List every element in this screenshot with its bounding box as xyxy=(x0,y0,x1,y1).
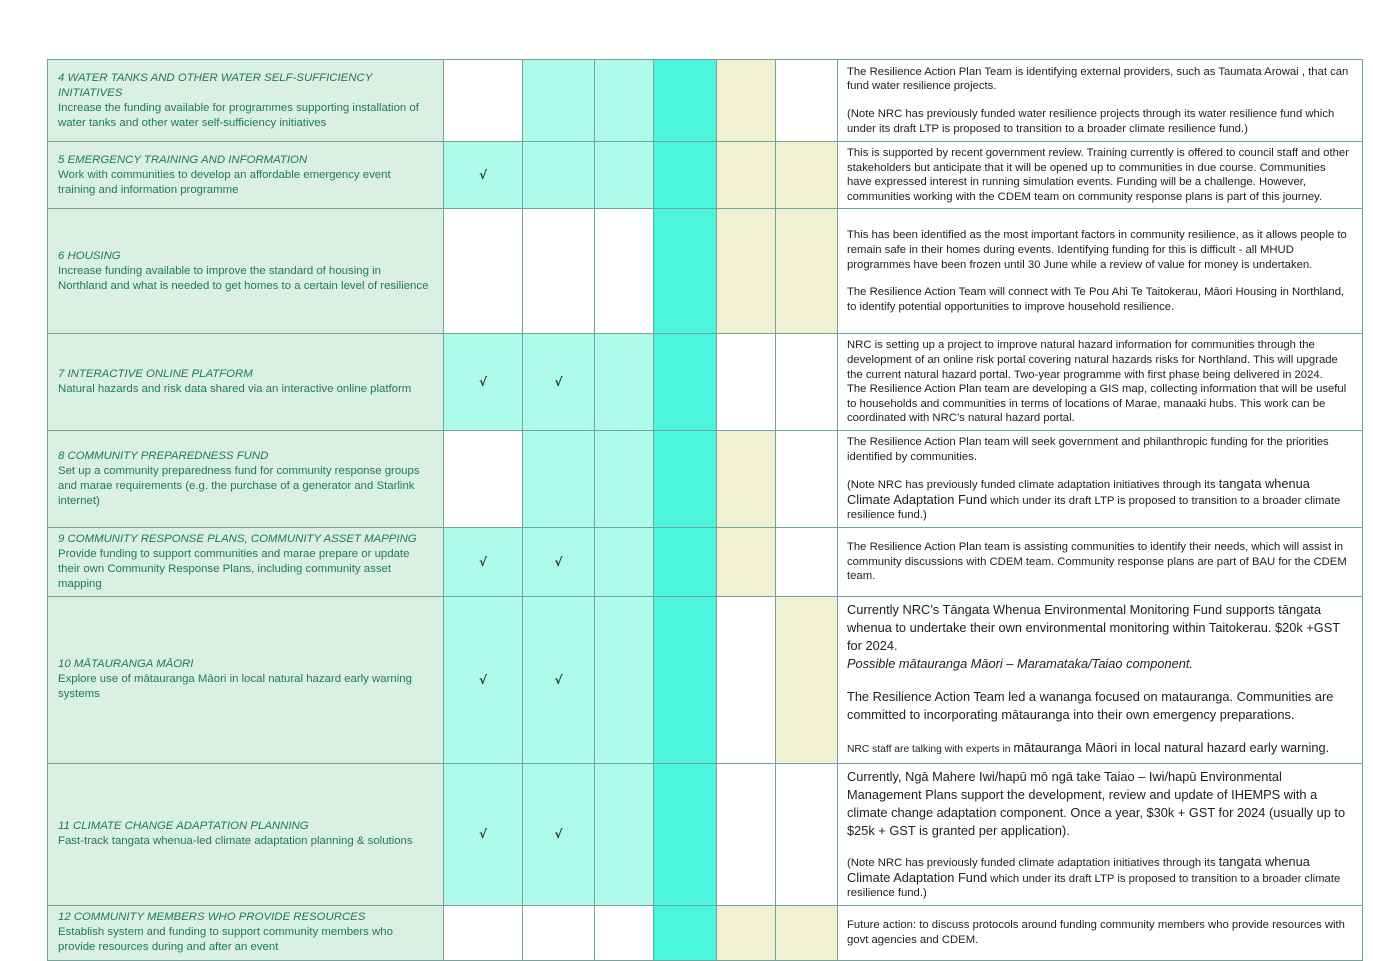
status-cell xyxy=(654,527,717,596)
status-cell xyxy=(717,334,776,431)
notes-cell xyxy=(838,334,1363,431)
status-cell xyxy=(444,209,523,334)
status-cell xyxy=(776,60,838,142)
status-cell xyxy=(776,763,838,905)
notes-cell xyxy=(838,905,1363,960)
note-paragraph: The Resilience Action Plan team will seek government and philanthropic funding for the priorities identified by communities. xyxy=(847,435,1329,463)
action-description: Natural hazards and risk data shared via an interactive online platform xyxy=(58,383,412,396)
checkmark: √ xyxy=(554,827,563,842)
note-paragraph: (Note NRC has previously funded water resilience projects through its water resilience fund which under its draft LTP is proposed to transition to a broader climate resilience fund.) xyxy=(847,108,1335,135)
status-cell xyxy=(595,527,654,596)
status-cell xyxy=(654,209,717,334)
table-row-action-10 xyxy=(48,596,1363,763)
table-row-action-4 xyxy=(48,60,1363,142)
note-paragraph: NRC staff are talking with experts in mātauranga Māori in local natural hazard early warning. xyxy=(847,739,1330,755)
status-cell xyxy=(776,142,838,209)
action-description: Explore use of mātauranga Māori in local natural hazard early warning systems xyxy=(58,673,412,701)
status-cell xyxy=(717,209,776,334)
status-cell xyxy=(444,142,523,209)
status-cell xyxy=(595,334,654,431)
note-paragraph: This has been identified as the most important factors in community resilience, as it allows people to remain safe in their homes during events. Identifying funding for this is difficult - all MHUD programmes have been frozen until 30 June while a review of value for money is undertaken. xyxy=(847,229,1347,271)
action-description: Establish system and funding to support community members who provide resources during and after an event xyxy=(58,926,393,954)
status-cell xyxy=(595,60,654,142)
checkmark: √ xyxy=(478,375,487,390)
note-paragraph: The Resilience Action Plan Team is identifying external providers, such as Taumata Arowai , that can fund water resilience projects. xyxy=(847,65,1349,93)
action-cell xyxy=(48,596,444,763)
action-cell xyxy=(48,430,444,527)
status-cell xyxy=(717,142,776,209)
notes-cell xyxy=(838,142,1363,209)
action-title: 8 COMMUNITY PREPAREDNESS FUND xyxy=(58,449,269,462)
status-cell xyxy=(444,905,523,960)
status-cell xyxy=(595,430,654,527)
status-cell xyxy=(595,763,654,905)
action-cell xyxy=(48,763,444,905)
action-title: 7 INTERACTIVE ONLINE PLATFORM xyxy=(58,368,253,381)
resilience-action-plan-table xyxy=(47,59,1363,961)
notes-cell xyxy=(838,527,1363,596)
table-row-action-5 xyxy=(48,142,1363,209)
action-title: 10 MĀTAURANGA MĀORI xyxy=(58,658,194,671)
document-page xyxy=(47,59,1363,961)
action-cell xyxy=(48,60,444,142)
status-cell xyxy=(444,60,523,142)
action-title: 4 WATER TANKS AND OTHER WATER SELF-SUFFICIENCY INITIATIVES xyxy=(58,71,373,99)
action-description: Fast-track tangata whenua-led climate adaptation planning & solutions xyxy=(58,835,413,848)
status-cell xyxy=(444,334,523,431)
notes-cell xyxy=(838,763,1363,905)
action-description: Set up a community preparedness fund for community response groups and marae requirements (e.g. the purchase of a generator and Starlink internet) xyxy=(58,464,420,507)
table-row-action-7 xyxy=(48,334,1363,431)
table-row-action-8 xyxy=(48,430,1363,527)
note-paragraph: The Resilience Action Team led a wananga focused on matauranga. Communities are committed to incorporating mātauranga into their own emergency preparations. xyxy=(847,688,1334,722)
status-cell xyxy=(523,430,595,527)
status-cell xyxy=(717,905,776,960)
note-paragraph: The Resilience Action Plan team is assisting communities to identify their needs, which will assist in community discussions with CDEM team. Community response plans are part of BAU for the CDEM team. xyxy=(847,541,1347,583)
status-cell xyxy=(776,430,838,527)
checkmark: √ xyxy=(478,554,487,569)
note-paragraph: Currently NRC’s Tāngata Whenua Environmental Monitoring Fund supports tāngata whenua to undertake their own environmental monitoring within Taitokerau. $20k +GST for 2024. xyxy=(847,601,1340,653)
status-cell xyxy=(654,596,717,763)
status-cell xyxy=(444,763,523,905)
action-description: Increase funding available to improve the standard of housing in Northland and what is needed to get homes to a certain level of resilience xyxy=(58,264,429,292)
action-cell xyxy=(48,142,444,209)
status-cell xyxy=(776,209,838,334)
note-paragraph: (Note NRC has previously funded climate adaptation initiatives through its tangata whenua Climate Adaptation Fund which under its draft LTP is proposed to transition to a broader climate resilience fund.) xyxy=(847,853,1341,900)
note-paragraph: Currently, Ngā Mahere Iwi/hapū mō ngā take Taiao – Iwi/hapū Environmental Management Plans support the development, review and update of IHEMPS with a climate change adaptation component. Once a year, $30k + GST for 2024 (usually up to $25k + GST is granted per application). xyxy=(847,768,1346,838)
action-title: 5 EMERGENCY TRAINING AND INFORMATION xyxy=(58,153,308,166)
status-cell xyxy=(595,209,654,334)
status-cell xyxy=(444,527,523,596)
table-row-action-9 xyxy=(48,527,1363,596)
status-cell xyxy=(523,763,595,905)
status-cell xyxy=(717,763,776,905)
status-cell xyxy=(654,60,717,142)
status-cell xyxy=(523,527,595,596)
notes-cell xyxy=(838,430,1363,527)
status-cell xyxy=(776,905,838,960)
status-cell xyxy=(523,905,595,960)
status-cell xyxy=(595,905,654,960)
action-title: 6 HOUSING xyxy=(58,249,121,262)
notes-cell xyxy=(838,596,1363,763)
status-cell xyxy=(523,60,595,142)
action-title: 9 COMMUNITY RESPONSE PLANS, COMMUNITY ASSET MAPPING xyxy=(58,532,417,545)
notes-cell xyxy=(838,60,1363,142)
status-cell xyxy=(654,334,717,431)
action-cell xyxy=(48,527,444,596)
action-cell xyxy=(48,905,444,960)
status-cell xyxy=(654,905,717,960)
status-cell xyxy=(717,60,776,142)
action-description: Provide funding to support communities and marae prepare or update their own Community Response Plans, including community asset mapping xyxy=(58,547,410,590)
checkmark: √ xyxy=(554,554,563,569)
note-paragraph: Future action: to discuss protocols around funding community members who provide resources with govt agencies and CDEM. xyxy=(847,919,1345,946)
checkmark: √ xyxy=(478,672,487,687)
action-title: 12 COMMUNITY MEMBERS WHO PROVIDE RESOURCES xyxy=(58,911,366,924)
checkmark: √ xyxy=(478,168,487,183)
status-cell xyxy=(523,142,595,209)
status-cell xyxy=(654,142,717,209)
status-cell xyxy=(776,334,838,431)
action-description: Work with communities to develop an affordable emergency event training and information programme xyxy=(58,168,391,196)
table-row-action-11 xyxy=(48,763,1363,905)
status-cell xyxy=(717,596,776,763)
status-cell xyxy=(717,430,776,527)
status-cell xyxy=(595,596,654,763)
table-row-action-12 xyxy=(48,905,1363,960)
note-paragraph: The Resilience Action Team will connect with Te Pou Ahi Te Taitokerau, Māori Housing in Northland, to identify potential opportunities to improve household resilience. xyxy=(847,286,1345,313)
action-cell xyxy=(48,209,444,334)
note-paragraph: Possible mātauranga Māori – Maramataka/Taiao component. xyxy=(847,655,1193,671)
note-paragraph: This is supported by recent government review. Training currently is offered to council staff and other stakeholders but anticipate that it will be opened up to communities in due course. Communities have expressed interest in running simulation events. Funding will be a challenge. However, communities working with the CDEM team on community response plans is part of this journey. xyxy=(847,147,1349,203)
action-title: 11 CLIMATE CHANGE ADAPTATION PLANNING xyxy=(58,820,309,833)
checkmark: √ xyxy=(554,672,563,687)
status-cell xyxy=(595,142,654,209)
status-cell xyxy=(776,596,838,763)
status-cell xyxy=(654,763,717,905)
status-cell xyxy=(444,430,523,527)
table-row-action-6 xyxy=(48,209,1363,334)
notes-cell xyxy=(838,209,1363,334)
note-paragraph: NRC is setting up a project to improve natural hazard information for communities through the development of an online risk portal covering natural hazards risks for Northland. This will upgrade the current natural hazard portal. Two-year programme with first phase being delivered in 2024. xyxy=(847,339,1338,381)
checkmark: √ xyxy=(478,827,487,842)
status-cell xyxy=(654,430,717,527)
status-cell xyxy=(523,596,595,763)
note-paragraph: (Note NRC has previously funded climate adaptation initiatives through its tangata whenua Climate Adaptation Fund which under its draft LTP is proposed to transition to a broader climate resilience fund.) xyxy=(847,476,1341,522)
status-cell xyxy=(444,596,523,763)
action-cell xyxy=(48,334,444,431)
status-cell xyxy=(523,334,595,431)
status-cell xyxy=(776,527,838,596)
status-cell xyxy=(717,527,776,596)
note-paragraph: The Resilience Action Plan team are developing a GIS map, collecting information that will be useful to households and communities in terms of locations of Marae, manaaki hubs. This work can be coordinated with NRC’s natural hazard portal. xyxy=(847,383,1347,425)
action-description: Increase the funding available for programmes supporting installation of water tanks and other water self-sufficiency initiatives xyxy=(58,101,419,129)
status-cell xyxy=(523,209,595,334)
checkmark: √ xyxy=(554,375,563,390)
